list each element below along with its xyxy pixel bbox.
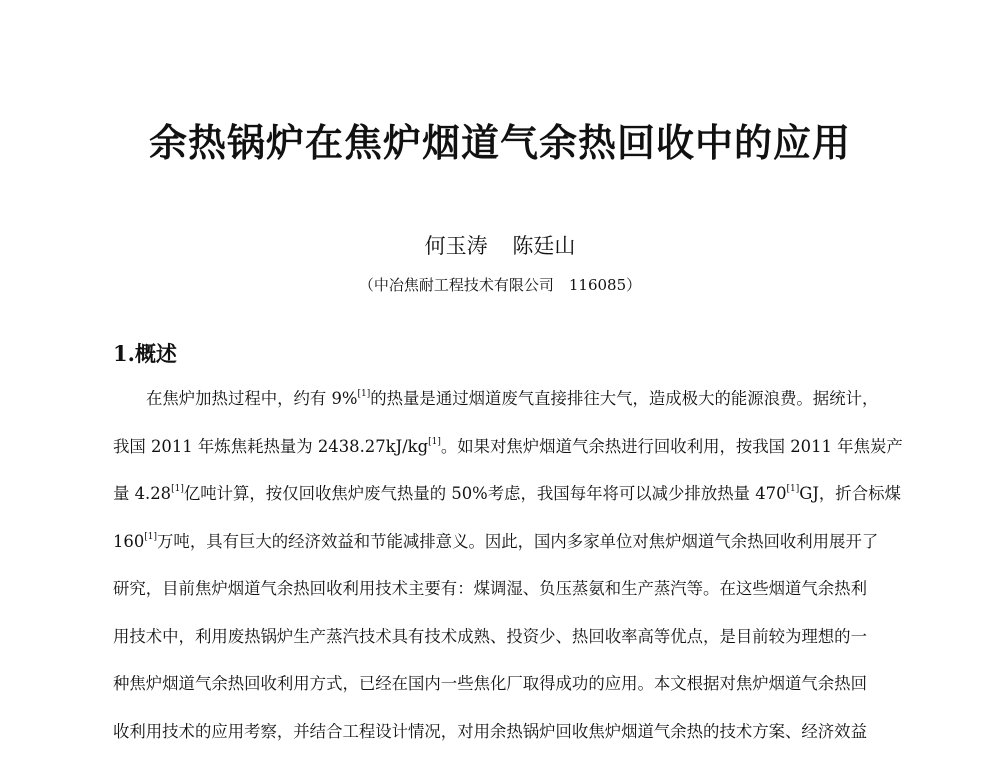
body-line: 收利用技术的应用考察，并结合工程设计情况，对用余热锅炉回收焦炉烟道气余热的技术方案、经济效益	[113, 717, 888, 764]
citation-2: [1]	[428, 437, 441, 447]
body-line: 种焦炉烟道气余热回收利用方式，已经在国内一些焦化厂取得成功的应用。本文根据对焦炉烟道气余热回	[113, 669, 888, 717]
section-title: 概述	[135, 342, 177, 366]
body-line: 研究，目前焦炉烟道气余热回收利用技术主要有：煤调湿、负压蒸氨和生产蒸汽等。在这些烟道气余热利	[113, 574, 888, 622]
citation-4: [1]	[787, 484, 800, 494]
citation-3: [1]	[171, 484, 184, 494]
affiliation: （中冶焦耐工程技术有限公司 116085）	[0, 274, 1000, 295]
section-heading	[113, 338, 177, 368]
paper-title: 余热锅炉在焦炉烟道气余热回收中的应用	[0, 112, 1000, 167]
body-paragraph	[113, 384, 888, 764]
body-line: 160[1]万吨，具有巨大的经济效益和节能减排意义。因此，国内多家单位对焦炉烟道气余热回收利用展开了	[113, 527, 888, 575]
body-line: 用技术中，利用废热锅炉生产蒸汽技术具有技术成熟、投资少、热回收率高等优点，是目前较为理想的一	[113, 622, 888, 670]
citation-5: [1]	[144, 532, 157, 542]
citation-1: [1]	[358, 389, 371, 399]
section-number: 1.	[113, 341, 135, 366]
body-line: 我国 2011 年炼焦耗热量为 2438.27kJ/kg[1]。如果对焦炉烟道气余热进行回收利用，按我国 2011 年焦炭产	[113, 432, 888, 480]
body-line: 量 4.28[1]亿吨计算，按仅回收焦炉废气热量的 50%考虑，我国每年将可以减少排放热量 470[1]GJ，折合标煤	[113, 479, 888, 527]
authors: 何玉涛 陈廷山	[0, 230, 1000, 260]
body-line: 在焦炉加热过程中，约有 9%[1]的热量是通过烟道废气直接排往大气，造成极大的能源浪费。据统计，	[113, 384, 888, 432]
